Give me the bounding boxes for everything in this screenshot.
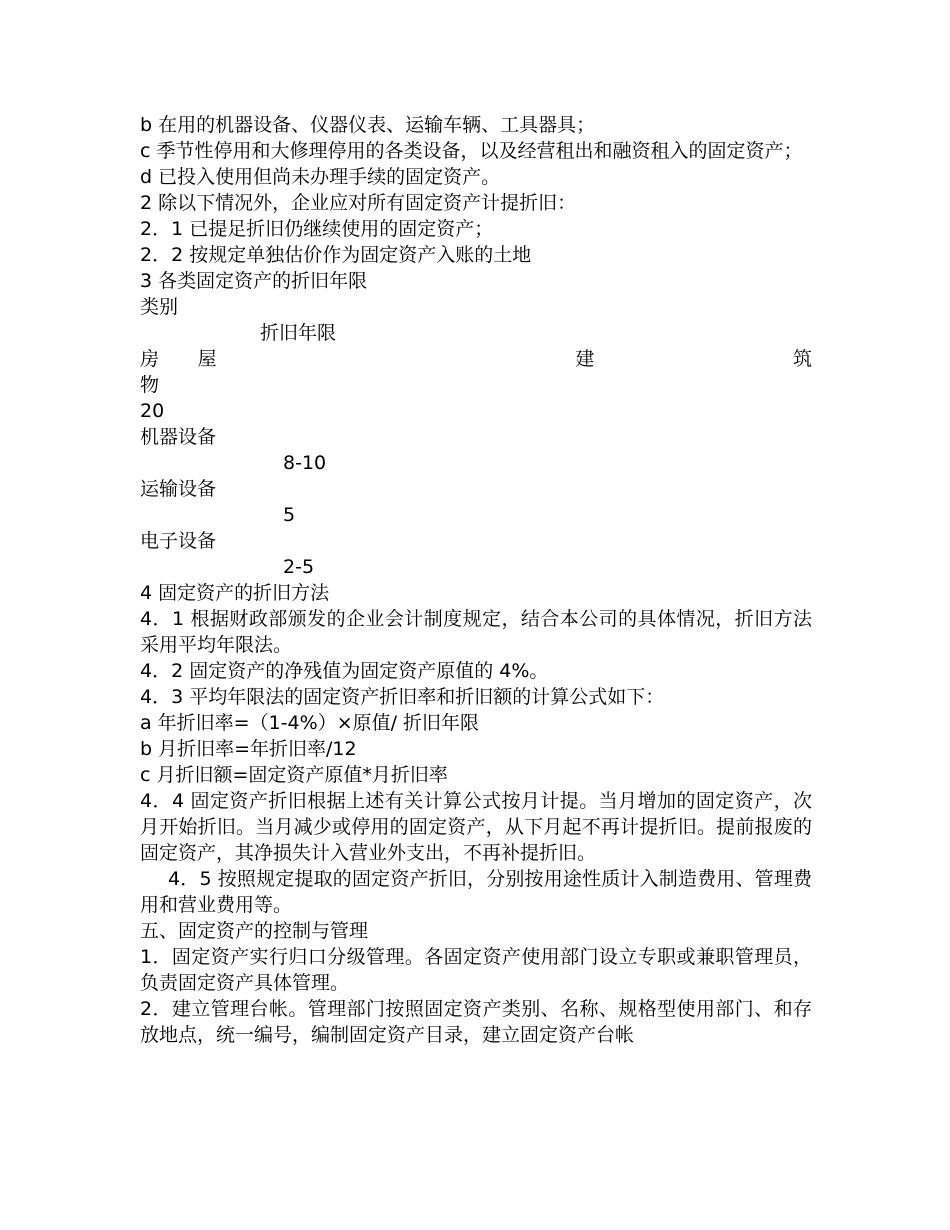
table-row-buildings-tail: 物 [140, 374, 160, 396]
formula-b-monthly-rate: b 月折旧率=年折旧率/12 [140, 738, 357, 760]
table-row-electronic-years: 2-5 [283, 556, 315, 578]
table-row-electronic-category: 电子设备 [140, 530, 217, 552]
table-row-buildings-label [140, 346, 812, 372]
section-4-1: 4．1 根据财政部颁发的企业会计制度规定，结合本公司的具体情况，折旧方法采用平均年限法。 [140, 608, 812, 656]
section-4-title: 4 固定资产的折旧方法 [140, 582, 330, 604]
section-5-title: 五、固定资产的控制与管理 [140, 920, 369, 942]
buildings-char-1: 房 [140, 348, 160, 370]
item-b-inuse-equipment: b 在用的机器设备、仪器仪表、运输车辆、工具器具； [140, 114, 596, 136]
table-row-transport-category: 运输设备 [140, 478, 217, 500]
section-2-1: 2．1 已提足折旧仍继续使用的固定资产； [140, 218, 494, 240]
buildings-char-3: 建 [575, 348, 595, 370]
section-4-3: 4．3 平均年限法的固定资产折旧率和折旧额的计算公式如下： [140, 686, 665, 708]
section-2-title: 2 除以下情况外，企业应对所有固定资产计提折旧： [140, 192, 577, 214]
table-row-machinery-category: 机器设备 [140, 426, 217, 448]
section-4-4: 4．4 固定资产折旧根据上述有关计算公式按月计提。当月增加的固定资产，次月开始折旧。当月减少或停用的固定资产，从下月起不再计提折旧。提前报废的固定资产，其净损失计入营业外支出，不再补提折旧。 [140, 790, 812, 864]
table-row-buildings-years: 20 [140, 400, 165, 422]
section-4-2: 4．2 固定资产的净残值为固定资产原值的 4%。 [140, 660, 549, 682]
section-5-1: 1．固定资产实行归口分级管理。各固定资产使用部门设立专职或兼职管理员，负责固定资产具体管理。 [140, 946, 812, 994]
buildings-char-2: 屋 [197, 348, 217, 370]
item-c-seasonal-equipment: c 季节性停用和大修理停用的各类设备，以及经营租出和融资租入的固定资产； [140, 140, 803, 162]
buildings-char-4: 筑 [792, 348, 812, 370]
section-3-title: 3 各类固定资产的折旧年限 [140, 270, 368, 292]
table-row-transport-years: 5 [283, 504, 296, 526]
section-2-2: 2．2 按规定单独估价作为固定资产入账的土地 [140, 244, 532, 266]
item-d-unregistered-assets: d 已投入使用但尚未办理手续的固定资产。 [140, 166, 501, 188]
section-5-2: 2．建立管理台帐。管理部门按照固定资产类别、名称、规格型使用部门、和存放地点，统一编号，编制固定资产目录，建立固定资产台帐 [140, 998, 812, 1046]
section-4-5: 4．5 按照规定提取的固定资产折旧，分别按用途性质计入制造费用、管理费用和营业费用等。 [140, 868, 812, 916]
table-header-years: 折旧年限 [260, 322, 337, 344]
formula-c-monthly-amount: c 月折旧额=固定资产原值*月折旧率 [140, 764, 448, 786]
document-body [140, 112, 812, 1048]
formula-a-annual-rate: a 年折旧率=（1-4%）×原值/ 折旧年限 [140, 712, 480, 734]
table-row-machinery-years: 8-10 [283, 452, 327, 474]
table-header-category: 类别 [140, 296, 179, 318]
